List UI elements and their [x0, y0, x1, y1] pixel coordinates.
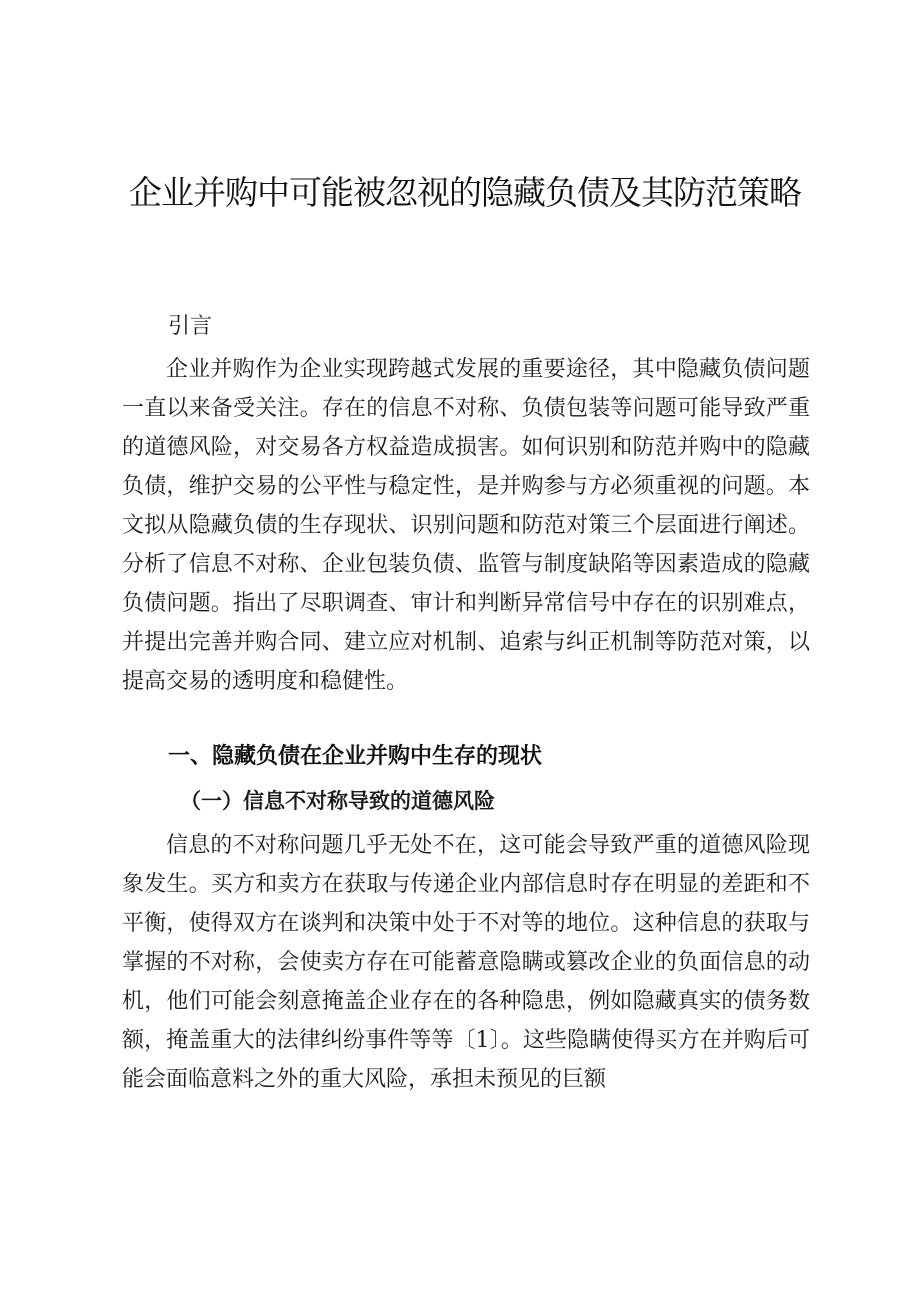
intro-label: 引言	[168, 314, 213, 339]
subsection-heading: （一）信息不对称导致的道德风险	[180, 788, 495, 813]
section-heading: 一、隐藏负债在企业并购中生存的现状	[168, 744, 543, 769]
document-title: 企业并购中可能被忽视的隐藏负债及其防范策略	[129, 173, 801, 212]
section-paragraph: 信息的不对称问题几乎无处不在，这可能会导致严重的道德风险现象发生。买方和卖方在获取与传递企业内部信息时存在明显的差距和不平衡，使得双方在谈判和决策中处于不对等的地位。这种信息的获取与掌握的不对称，会使卖方存在可能蓄意隐瞒或篡改企业的负面信息的动机，他们可能会刻意掩盖企业存在的各种隐患，例如隐藏真实的债务数额，掩盖重大的法律纠纷事件等等〔1〕。这些隐瞒使得买方在并购后可能会面临意料之外的重大风险，承担未预见的巨额	[122, 833, 810, 1092]
intro-paragraph: 企业并购作为企业实现跨越式发展的重要途径，其中隐藏负债问题一直以来备受关注。存在的信息不对称、负债包装等问题可能导致严重的道德风险，对交易各方权益造成损害。如何识别和防范并购中的隐藏负债，维护交易的公平性与稳定性，是并购参与方必须重视的问题。本文拟从隐藏负债的生存现状、识别问题和防范对策三个层面进行阐述。分析了信息不对称、企业包装负债、监管与制度缺陷等因素造成的隐藏负债问题。指出了尽职调查、审计和判断异常信号中存在的识别难点，并提出完善并购合同、建立应对机制、追索与纠正机制等防范对策，以提高交易的透明度和稳健性。	[122, 357, 810, 694]
